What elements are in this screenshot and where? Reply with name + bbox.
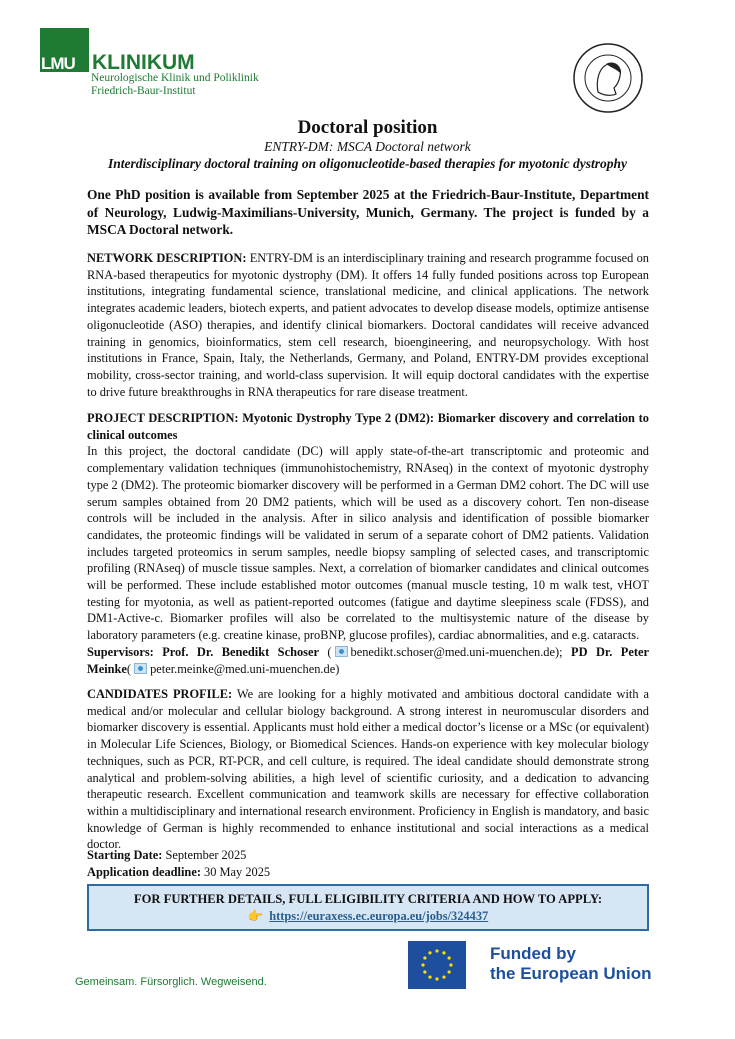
institute-name: Friedrich-Baur-Institut xyxy=(91,85,196,97)
page-title: Doctoral position xyxy=(297,117,438,138)
project-description-section xyxy=(87,410,649,677)
network-acronym: ENTRY-DM: xyxy=(264,139,334,154)
supervisors-line: Supervisors: Prof. Dr. Benedikt Schoser ( benedikt.schoser@med.uni-muenchen.de); PD Dr. Peter Meinke( peter.meinke@med.uni-muenchen.de) xyxy=(87,644,649,676)
apply-heading: FOR FURTHER DETAILS, FULL ELIGIBILITY CRITERIA AND HOW TO APPLY: xyxy=(133,892,603,906)
pointing-hand-icon: 👉 xyxy=(247,909,264,923)
starting-date-label: Starting Date: xyxy=(87,848,163,862)
project-heading: PROJECT DESCRIPTION: Myotonic Dystrophy Type 2 (DM2): Biomarker discovery and correlation to clinical outcomes xyxy=(87,411,649,442)
lmu-logo-text: LMU xyxy=(41,54,75,73)
candidates-profile-text: We are looking for a highly motivated and ambitious doctoral candidate with a medical and/or molecular and cellular biology background. A strong interest in neuromuscular disorders and biomarker discovery is essential. Applicants must hold either a medical doctor’s license or a MSc (or equivalent) in Molecular Life Sciences, Biology, or Biomedical Sciences. Hands-on experience with key molecular biology techniques, such as PCR, RT-PCR, and cell culture, is required. The ideal candidate should demonstrate strong analytical and problem-solving abilities, a high level of scientific curiosity, and a dedication to advancing therapeutic research. Excellent communication and teamwork skills are necessary for effective collaboration within a multidisciplinary and international research environment. Proficiency in English is mandatory, and basic knowledge of German is highly recommended to enhance institutional and social interactions as a medical doctor. xyxy=(87,687,649,852)
network-type: MSCA Doctoral network xyxy=(333,139,471,154)
footer-slogan: Gemeinsam. Fürsorglich. Wegweisend. xyxy=(75,976,267,988)
euraxess-job-link[interactable]: https://euraxess.ec.europa.eu/jobs/324437 xyxy=(269,909,489,923)
candidates-profile-section xyxy=(87,686,649,853)
friedrich-baur-seal-icon xyxy=(572,42,644,114)
deadline-value: 30 May 2025 xyxy=(200,864,271,879)
subtitle xyxy=(0,139,735,155)
lmu-klinikum-logo xyxy=(40,28,259,98)
email-icon xyxy=(335,646,348,657)
klinikum-wordmark: KLINIKUM xyxy=(92,51,195,74)
eu-star-icon xyxy=(448,970,451,973)
deadline-label: Application deadline: xyxy=(87,864,201,879)
eu-star-icon xyxy=(435,949,438,952)
supervisors-label: Supervisors: xyxy=(87,644,154,659)
eu-star-icon xyxy=(428,976,431,979)
network-description-text: ENTRY-DM is an interdisciplinary training and research programme focused on RNA-based therapeutics for myotonic dystrophy (DM). It offers 14 fully funded positions across top European institutions, integrating fundamental science, translational medicine, and clinical applications. The network integrates academic leaders, biotech experts, and patient advocates to develop disease models, optimize antisense oligonucleotide (ASO) therapies, and identify clinical biomarkers. Doctoral candidates will receive advanced training in genomics, bioinformatics, stem cell research, bioengineering, and neuropsychology. With host institutions in France, Spain, Italy, the Netherlands, Germany, and Poland, ENTRY-DM provides exceptional mobility, cross-sector training, and world-class supervision. It will equip doctoral candidates with the expertise to drive future breakthroughs in RNA therapeutics for rare disease treatment. xyxy=(87,251,649,399)
eu-star-icon xyxy=(435,977,438,980)
intro-paragraph: One PhD position is available from September 2025 at the Friedrich-Baur-Institute, Department of Neurology, Ludwig-Maximilians-University, Munich, Germany. The project is funded by a MSCA Doctoral network. xyxy=(87,187,649,237)
candidates-profile-label: CANDIDATES PROFILE: xyxy=(87,687,233,701)
project-text: In this project, the doctoral candidate (DC) will apply state-of-the-art transcriptomic and proteomic and complementary validation techniques (immunohistochemistry, RNAseq) in the context of myotonic dystrophy type 2 (DM2). The proteomic biomarker discovery will be performed in a German DM2 cohort. The DC will use serum samples obtained from 20 DM2 patients, which will be used as a discovery cohort. Ten non-disease controls will be included in the analysis. After in silico analysis and identification of possible biomarker candidates, the proteomic findings will be validated in serum of a separate cohort of DM2 patients. Validation includes targeted proteomics in serum samples, needle biopsy sampling of selected cases, and transcriptomic profiling (RNAseq) of muscle tissue samples. Next, a correlation of biomarker candidates and clinical outcomes will be performed. These include established motor outcomes (manual muscle testing, 10 m walk test, vHOT testing for myotonia, as well as patient-reported outcomes (fatigue and daytime sleepiness scale (FDSS), and DM1-Active-c. Biomarker profiles will also be correlated to the multisystemic nature of the disease by laboratory parameters (e.g. creatine kinase, proBNP, glucose profiles), cardiac abnormalities, and e.g. cataracts. xyxy=(87,444,649,643)
eu-star-icon xyxy=(448,956,451,959)
eu-star-icon xyxy=(442,976,445,979)
eu-star-icon xyxy=(421,963,424,966)
supervisor-2-email-link[interactable]: peter.meinke@med.uni-muenchen.de xyxy=(150,661,336,676)
tagline: Interdisciplinary doctoral training on oligonucleotide-based therapies for myotonic dystrophy xyxy=(107,156,628,171)
eu-star-icon xyxy=(423,956,426,959)
eu-funding-label xyxy=(490,944,652,984)
supervisor-1-email-link[interactable]: benedikt.schoser@med.uni-muenchen.de xyxy=(350,644,555,659)
dates-section xyxy=(87,847,649,880)
eu-star-icon xyxy=(428,951,431,954)
department-name: Neurologische Klinik und Poliklinik xyxy=(91,72,259,84)
eu-star-icon xyxy=(423,970,426,973)
eu-funding-line-2: the European Union xyxy=(490,964,652,983)
apply-info-box xyxy=(87,884,649,931)
application-deadline xyxy=(87,864,649,881)
eu-flag-icon xyxy=(408,941,466,989)
eu-funding-line-1: Funded by xyxy=(490,944,576,963)
network-description-section xyxy=(87,250,649,400)
lmu-logo-box xyxy=(40,28,89,72)
starting-date xyxy=(87,847,649,864)
eu-star-icon xyxy=(449,963,452,966)
eu-star-icon xyxy=(442,951,445,954)
supervisor-1-name: Prof. Dr. Benedikt Schoser xyxy=(153,644,319,659)
starting-date-value: September 2025 xyxy=(162,848,247,862)
supervisor-2-name: PD Dr. Peter Meinke xyxy=(87,644,649,676)
email-icon xyxy=(134,663,147,674)
network-description-label: NETWORK DESCRIPTION: xyxy=(87,251,247,265)
